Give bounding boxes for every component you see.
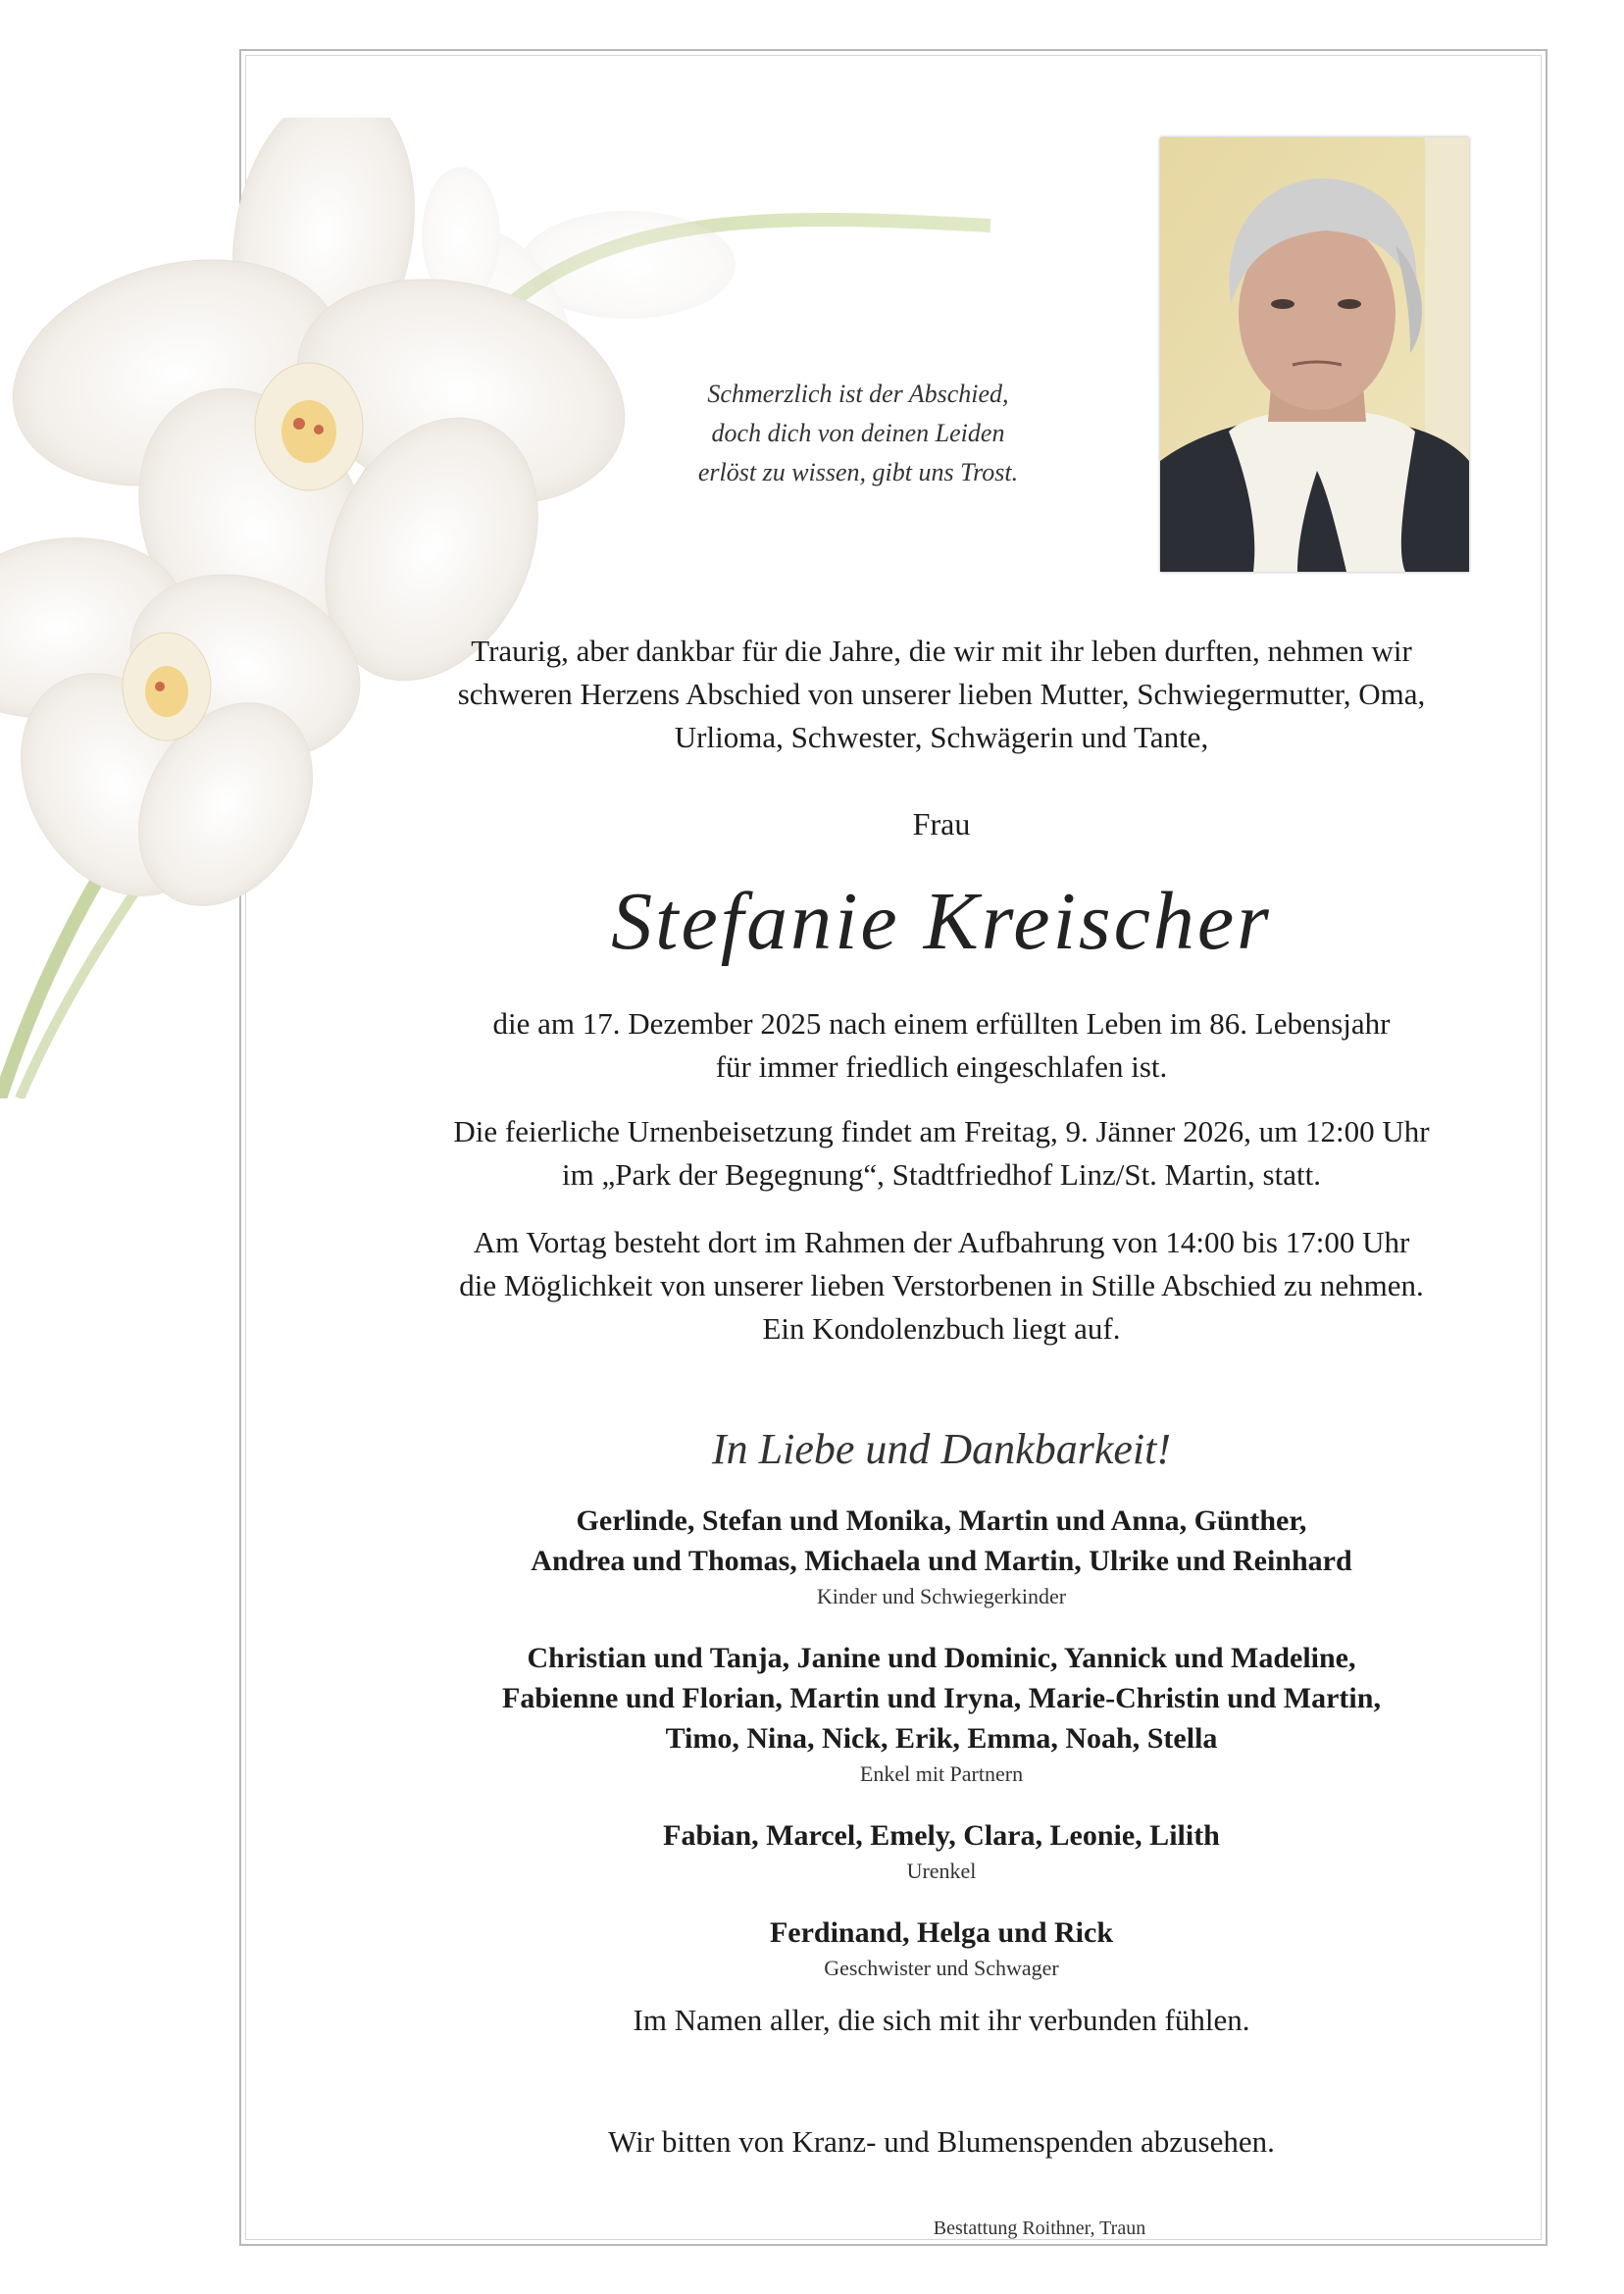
vigil-line: Am Vortag besteht dort im Rahmen der Aufbahrung von 14:00 bis 17:00 Uhr <box>473 1225 1410 1259</box>
salutation: Frau <box>912 806 971 841</box>
family-names: Fabienne und Florian, Martin und Iryna, Marie-Christin und Martin, <box>502 1682 1381 1714</box>
motto-line: erlöst zu wissen, gibt uns Trost. <box>697 458 1019 486</box>
closing-line: Im Namen aller, die sich mit ihr verbunden fühlen. <box>633 2003 1250 2037</box>
intro-line: schweren Herzens Abschied von unserer lieben Mutter, Schwiegermutter, Oma, <box>457 677 1426 711</box>
motto-line: doch dich von deinen Leiden <box>711 419 1005 447</box>
vigil-line: die Möglichkeit von unserer lieben Verstorbenen in Stille Abschied zu nehmen. <box>459 1268 1424 1302</box>
intro-paragraph <box>392 630 1491 759</box>
intro-line: Traurig, aber dankbar für die Jahre, die wir mit ihr leben durften, nehmen wir <box>471 634 1412 668</box>
family-names: Timo, Nina, Nick, Erik, Emma, Noah, Stella <box>665 1722 1218 1755</box>
family-role: Kinder und Schwiegerkinder <box>816 1584 1067 1608</box>
family-group-grandchildren <box>392 1638 1491 1790</box>
intro-line: Urlioma, Schwester, Schwägerin und Tante, <box>674 720 1209 754</box>
motto-line: Schmerzlich ist der Abschied, <box>707 380 1009 408</box>
vigil-line: Ein Kondolenzbuch liegt auf. <box>762 1311 1121 1346</box>
funeral-info <box>392 1110 1491 1197</box>
family-list <box>392 1501 1491 2010</box>
family-role: Urenkel <box>906 1859 977 1883</box>
family-role: Enkel mit Partnern <box>859 1761 1024 1786</box>
family-names: Fabian, Marcel, Emely, Clara, Leonie, Lilith <box>663 1819 1220 1852</box>
family-group-children <box>392 1501 1491 1612</box>
family-names: Andrea und Thomas, Michaela und Martin, Ulrike und Reinhard <box>531 1545 1352 1577</box>
death-notice-line: die am 17. Dezember 2025 nach einem erfüllten Leben im 86. Lebensjahr <box>492 1006 1391 1041</box>
family-role: Geschwister und Schwager <box>824 1956 1059 1980</box>
funeral-line: Die feierliche Urnenbeisetzung findet am Freitag, 9. Jänner 2026, um 12:00 Uhr <box>453 1114 1430 1148</box>
death-notice-line: für immer friedlich eingeschlafen ist. <box>715 1049 1168 1084</box>
deceased-name: Stefanie Kreischer <box>611 876 1272 967</box>
family-names: Gerlinde, Stefan und Monika, Martin und Anna, Günther, <box>576 1504 1307 1537</box>
funeral-home-credit: Bestattung Roithner, Traun <box>933 2218 1146 2239</box>
family-names: Christian und Tanja, Janine und Dominic, Yannick und Madeline, <box>527 1642 1356 1674</box>
portrait-photo <box>1160 137 1469 572</box>
family-group-siblings <box>392 1912 1491 1984</box>
thanks-heading: In Liebe und Dankbarkeit! <box>712 1425 1171 1473</box>
death-notice <box>392 1002 1491 1089</box>
motto-verse <box>628 375 1089 492</box>
donation-request: Wir bitten von Kranz- und Blumenspenden abzusehen. <box>608 2124 1275 2159</box>
funeral-line: im „Park der Begegnung“, Stadtfriedhof Linz/St. Martin, statt. <box>562 1157 1321 1192</box>
family-group-great-grandchildren <box>392 1815 1491 1887</box>
family-names: Ferdinand, Helga und Rick <box>769 1916 1114 1949</box>
vigil-info <box>392 1221 1491 1351</box>
